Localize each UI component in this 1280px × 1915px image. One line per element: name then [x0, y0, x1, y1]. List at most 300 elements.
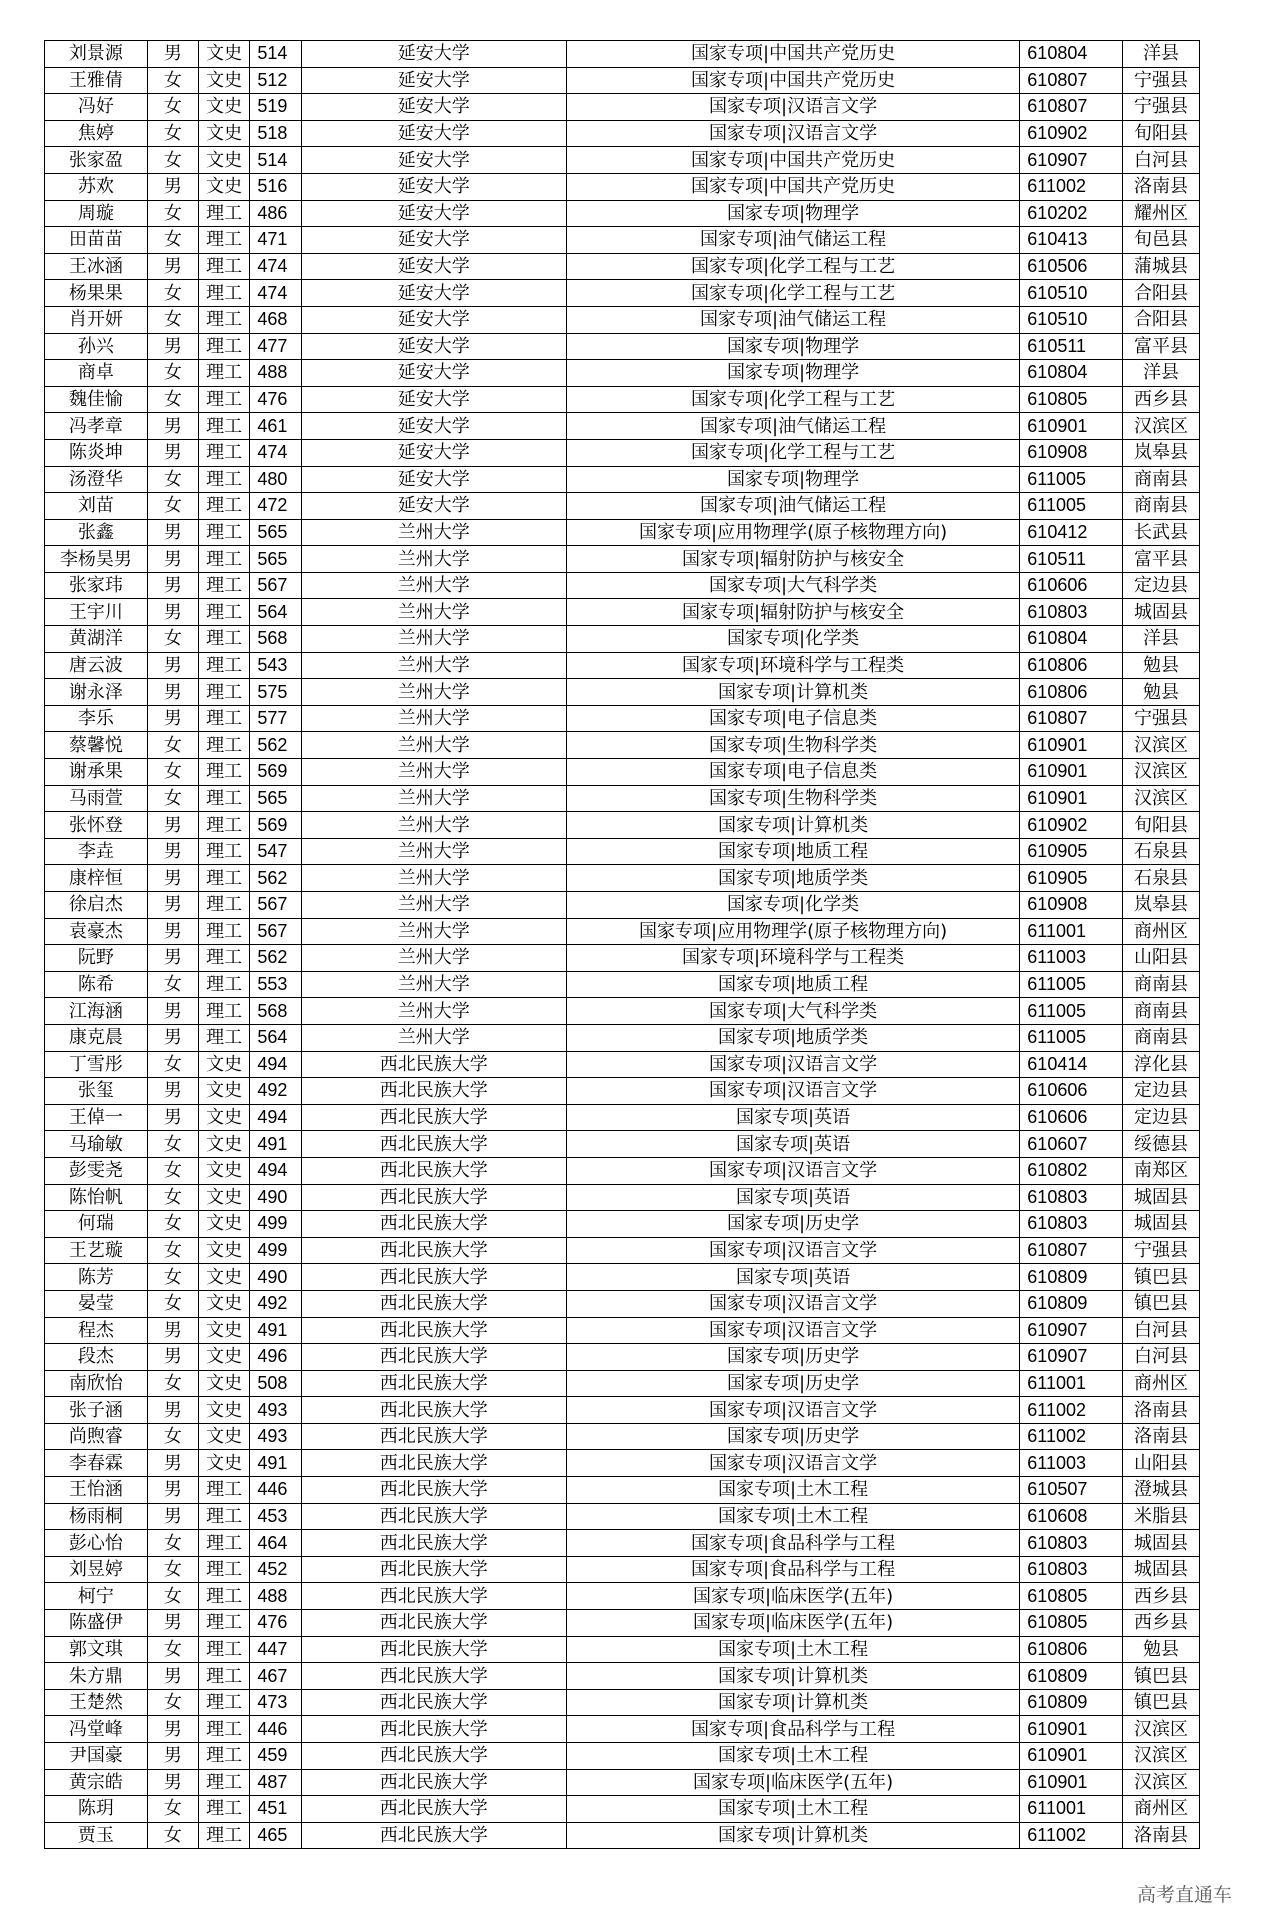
table-body	[45, 41, 1200, 1849]
gender-cell: 女	[147, 732, 198, 759]
county-cell: 商南县	[1122, 493, 1199, 520]
table-row	[45, 1796, 1200, 1823]
code-cell: 610807	[1020, 705, 1123, 732]
table-row	[45, 838, 1200, 865]
gender-cell: 女	[147, 1051, 198, 1078]
county-cell: 旬阳县	[1122, 812, 1199, 839]
county-cell: 城固县	[1122, 1530, 1199, 1557]
county-cell: 米脂县	[1122, 1503, 1199, 1530]
category-cell: 文史	[198, 1290, 249, 1317]
gender-cell: 男	[147, 253, 198, 280]
category-cell: 理工	[198, 812, 249, 839]
name-cell: 陈芳	[45, 1264, 148, 1291]
name-cell: 彭心怡	[45, 1530, 148, 1557]
county-cell: 岚皋县	[1122, 439, 1199, 466]
gender-cell: 男	[147, 892, 198, 919]
name-cell: 田苗苗	[45, 227, 148, 254]
table-row	[45, 360, 1200, 387]
table-row	[45, 1344, 1200, 1371]
gender-cell: 女	[147, 1530, 198, 1557]
name-cell: 魏佳愉	[45, 386, 148, 413]
gender-cell: 男	[147, 1397, 198, 1424]
name-cell: 张玺	[45, 1078, 148, 1105]
score-cell: 472	[250, 493, 301, 520]
score-cell: 562	[250, 945, 301, 972]
table-row	[45, 1264, 1200, 1291]
university-cell: 西北民族大学	[301, 1477, 566, 1504]
score-cell: 491	[250, 1450, 301, 1477]
table-row	[45, 998, 1200, 1025]
score-cell: 562	[250, 865, 301, 892]
major-cell: 国家专项|化学工程与工艺	[566, 253, 1019, 280]
table-row	[45, 227, 1200, 254]
county-cell: 岚皋县	[1122, 892, 1199, 919]
county-cell: 洋县	[1122, 41, 1199, 68]
table-row	[45, 413, 1200, 440]
name-cell: 陈怡帆	[45, 1184, 148, 1211]
category-cell: 文史	[198, 1317, 249, 1344]
category-cell: 理工	[198, 306, 249, 333]
major-cell: 国家专项|辐射防护与核安全	[566, 599, 1019, 626]
gender-cell: 女	[147, 227, 198, 254]
table-row	[45, 1663, 1200, 1690]
major-cell: 国家专项|中国共产党历史	[566, 41, 1019, 68]
major-cell: 国家专项|生物科学类	[566, 732, 1019, 759]
category-cell: 理工	[198, 732, 249, 759]
name-cell: 郭文琪	[45, 1636, 148, 1663]
score-cell: 480	[250, 466, 301, 493]
code-cell: 610905	[1020, 865, 1123, 892]
name-cell: 江海涵	[45, 998, 148, 1025]
code-cell: 611002	[1020, 1423, 1123, 1450]
category-cell: 文史	[198, 1104, 249, 1131]
category-cell: 理工	[198, 1583, 249, 1610]
gender-cell: 男	[147, 705, 198, 732]
gender-cell: 男	[147, 918, 198, 945]
score-cell: 564	[250, 599, 301, 626]
table-row	[45, 41, 1200, 68]
county-cell: 长武县	[1122, 519, 1199, 546]
score-cell: 575	[250, 679, 301, 706]
table-row	[45, 812, 1200, 839]
university-cell: 西北民族大学	[301, 1796, 566, 1823]
category-cell: 理工	[198, 998, 249, 1025]
major-cell: 国家专项|物理学	[566, 466, 1019, 493]
category-cell: 理工	[198, 1822, 249, 1849]
score-cell: 499	[250, 1237, 301, 1264]
name-cell: 黄宗皓	[45, 1769, 148, 1796]
score-cell: 496	[250, 1344, 301, 1371]
code-cell: 610608	[1020, 1503, 1123, 1530]
major-cell: 国家专项|临床医学(五年)	[566, 1769, 1019, 1796]
university-cell: 延安大学	[301, 493, 566, 520]
county-cell: 洛南县	[1122, 1423, 1199, 1450]
university-cell: 兰州大学	[301, 918, 566, 945]
county-cell: 商州区	[1122, 1370, 1199, 1397]
name-cell: 徐启杰	[45, 892, 148, 919]
category-cell: 理工	[198, 626, 249, 653]
major-cell: 国家专项|历史学	[566, 1423, 1019, 1450]
university-cell: 延安大学	[301, 227, 566, 254]
score-cell: 461	[250, 413, 301, 440]
university-cell: 延安大学	[301, 466, 566, 493]
score-cell: 565	[250, 546, 301, 573]
table-row	[45, 1024, 1200, 1051]
table-row	[45, 1184, 1200, 1211]
name-cell: 陈玥	[45, 1796, 148, 1823]
category-cell: 理工	[198, 1636, 249, 1663]
county-cell: 合阳县	[1122, 280, 1199, 307]
university-cell: 西北民族大学	[301, 1157, 566, 1184]
gender-cell: 男	[147, 1104, 198, 1131]
name-cell: 刘昱婷	[45, 1556, 148, 1583]
county-cell: 白河县	[1122, 1317, 1199, 1344]
table-row	[45, 1450, 1200, 1477]
gender-cell: 女	[147, 1583, 198, 1610]
score-cell: 488	[250, 1583, 301, 1610]
major-cell: 国家专项|临床医学(五年)	[566, 1583, 1019, 1610]
code-cell: 610901	[1020, 759, 1123, 786]
score-cell: 518	[250, 120, 301, 147]
score-cell: 471	[250, 227, 301, 254]
name-cell: 商卓	[45, 360, 148, 387]
university-cell: 兰州大学	[301, 785, 566, 812]
gender-cell: 男	[147, 173, 198, 200]
university-cell: 兰州大学	[301, 865, 566, 892]
name-cell: 张家玮	[45, 572, 148, 599]
university-cell: 西北民族大学	[301, 1237, 566, 1264]
university-cell: 西北民族大学	[301, 1397, 566, 1424]
code-cell: 611002	[1020, 173, 1123, 200]
category-cell: 文史	[198, 1211, 249, 1238]
major-cell: 国家专项|化学工程与工艺	[566, 280, 1019, 307]
university-cell: 西北民族大学	[301, 1530, 566, 1557]
major-cell: 国家专项|应用物理学(原子核物理方向)	[566, 519, 1019, 546]
major-cell: 国家专项|环境科学与工程类	[566, 652, 1019, 679]
county-cell: 淳化县	[1122, 1051, 1199, 1078]
major-cell: 国家专项|汉语言文学	[566, 120, 1019, 147]
gender-cell: 男	[147, 1716, 198, 1743]
score-cell: 493	[250, 1423, 301, 1450]
county-cell: 洛南县	[1122, 1397, 1199, 1424]
watermark-text: 高考直通车	[1136, 1884, 1232, 1906]
table-row	[45, 759, 1200, 786]
name-cell: 黄湖洋	[45, 626, 148, 653]
university-cell: 延安大学	[301, 41, 566, 68]
table-row	[45, 200, 1200, 227]
category-cell: 文史	[198, 147, 249, 174]
score-cell: 543	[250, 652, 301, 679]
table-row	[45, 147, 1200, 174]
gender-cell: 女	[147, 1131, 198, 1158]
university-cell: 西北民族大学	[301, 1663, 566, 1690]
university-cell: 兰州大学	[301, 1024, 566, 1051]
major-cell: 国家专项|化学类	[566, 892, 1019, 919]
gender-cell: 女	[147, 1237, 198, 1264]
county-cell: 汉滨区	[1122, 1716, 1199, 1743]
gender-cell: 男	[147, 1610, 198, 1637]
county-cell: 汉滨区	[1122, 732, 1199, 759]
score-cell: 487	[250, 1769, 301, 1796]
category-cell: 理工	[198, 705, 249, 732]
table-row	[45, 120, 1200, 147]
county-cell: 商州区	[1122, 918, 1199, 945]
code-cell: 611005	[1020, 998, 1123, 1025]
county-cell: 商南县	[1122, 466, 1199, 493]
name-cell: 张怀登	[45, 812, 148, 839]
table-row	[45, 1530, 1200, 1557]
major-cell: 国家专项|地质工程	[566, 971, 1019, 998]
code-cell: 610804	[1020, 626, 1123, 653]
code-cell: 611005	[1020, 466, 1123, 493]
name-cell: 蔡馨悦	[45, 732, 148, 759]
gender-cell: 男	[147, 1503, 198, 1530]
table-row	[45, 333, 1200, 360]
name-cell: 冯堂峰	[45, 1716, 148, 1743]
university-cell: 西北民族大学	[301, 1211, 566, 1238]
code-cell: 610901	[1020, 413, 1123, 440]
table-row	[45, 67, 1200, 94]
county-cell: 定边县	[1122, 1104, 1199, 1131]
name-cell: 阮野	[45, 945, 148, 972]
category-cell: 理工	[198, 253, 249, 280]
code-cell: 610803	[1020, 599, 1123, 626]
table-row	[45, 1317, 1200, 1344]
score-cell: 488	[250, 360, 301, 387]
gender-cell: 男	[147, 1477, 198, 1504]
category-cell: 理工	[198, 200, 249, 227]
table-row	[45, 1211, 1200, 1238]
major-cell: 国家专项|临床医学(五年)	[566, 1610, 1019, 1637]
code-cell: 610907	[1020, 1344, 1123, 1371]
university-cell: 西北民族大学	[301, 1423, 566, 1450]
name-cell: 刘苗	[45, 493, 148, 520]
score-cell: 508	[250, 1370, 301, 1397]
table-row	[45, 546, 1200, 573]
table-row	[45, 1051, 1200, 1078]
category-cell: 理工	[198, 1556, 249, 1583]
gender-cell: 女	[147, 1822, 198, 1849]
category-cell: 理工	[198, 333, 249, 360]
major-cell: 国家专项|油气储运工程	[566, 413, 1019, 440]
major-cell: 国家专项|土木工程	[566, 1477, 1019, 1504]
major-cell: 国家专项|电子信息类	[566, 759, 1019, 786]
name-cell: 张鑫	[45, 519, 148, 546]
gender-cell: 女	[147, 94, 198, 121]
county-cell: 城固县	[1122, 1211, 1199, 1238]
county-cell: 洋县	[1122, 626, 1199, 653]
score-cell: 568	[250, 998, 301, 1025]
score-cell: 564	[250, 1024, 301, 1051]
county-cell: 定边县	[1122, 1078, 1199, 1105]
name-cell: 段杰	[45, 1344, 148, 1371]
table-row	[45, 945, 1200, 972]
category-cell: 理工	[198, 1743, 249, 1770]
code-cell: 610804	[1020, 360, 1123, 387]
score-cell: 446	[250, 1716, 301, 1743]
category-cell: 理工	[198, 1716, 249, 1743]
major-cell: 国家专项|历史学	[566, 1211, 1019, 1238]
score-cell: 459	[250, 1743, 301, 1770]
county-cell: 商南县	[1122, 971, 1199, 998]
table-row	[45, 1689, 1200, 1716]
score-cell: 476	[250, 1610, 301, 1637]
gender-cell: 男	[147, 413, 198, 440]
gender-cell: 男	[147, 1663, 198, 1690]
county-cell: 洛南县	[1122, 173, 1199, 200]
code-cell: 610413	[1020, 227, 1123, 254]
university-cell: 延安大学	[301, 360, 566, 387]
code-cell: 610507	[1020, 1477, 1123, 1504]
university-cell: 兰州大学	[301, 971, 566, 998]
university-cell: 延安大学	[301, 120, 566, 147]
university-cell: 延安大学	[301, 253, 566, 280]
code-cell: 610809	[1020, 1290, 1123, 1317]
university-cell: 西北民族大学	[301, 1184, 566, 1211]
major-cell: 国家专项|地质工程	[566, 838, 1019, 865]
major-cell: 国家专项|大气科学类	[566, 572, 1019, 599]
category-cell: 理工	[198, 918, 249, 945]
code-cell: 610809	[1020, 1689, 1123, 1716]
name-cell: 谢承果	[45, 759, 148, 786]
score-cell: 476	[250, 386, 301, 413]
county-cell: 宁强县	[1122, 67, 1199, 94]
university-cell: 延安大学	[301, 306, 566, 333]
county-cell: 商南县	[1122, 1024, 1199, 1051]
gender-cell: 女	[147, 1556, 198, 1583]
county-cell: 合阳县	[1122, 306, 1199, 333]
score-cell: 492	[250, 1290, 301, 1317]
code-cell: 610805	[1020, 386, 1123, 413]
university-cell: 西北民族大学	[301, 1104, 566, 1131]
score-cell: 567	[250, 892, 301, 919]
gender-cell: 男	[147, 333, 198, 360]
table-row	[45, 1078, 1200, 1105]
university-cell: 延安大学	[301, 147, 566, 174]
name-cell: 王倬一	[45, 1104, 148, 1131]
county-cell: 商南县	[1122, 998, 1199, 1025]
code-cell: 610803	[1020, 1184, 1123, 1211]
category-cell: 文史	[198, 1184, 249, 1211]
gender-cell: 女	[147, 785, 198, 812]
score-cell: 494	[250, 1051, 301, 1078]
major-cell: 国家专项|食品科学与工程	[566, 1556, 1019, 1583]
county-cell: 汉滨区	[1122, 785, 1199, 812]
table-row	[45, 1290, 1200, 1317]
major-cell: 国家专项|化学工程与工艺	[566, 386, 1019, 413]
code-cell: 610805	[1020, 1610, 1123, 1637]
code-cell: 610606	[1020, 1104, 1123, 1131]
university-cell: 延安大学	[301, 173, 566, 200]
major-cell: 国家专项|生物科学类	[566, 785, 1019, 812]
county-cell: 宁强县	[1122, 94, 1199, 121]
university-cell: 兰州大学	[301, 546, 566, 573]
university-cell: 兰州大学	[301, 732, 566, 759]
gender-cell: 女	[147, 971, 198, 998]
code-cell: 610809	[1020, 1264, 1123, 1291]
table-row	[45, 1583, 1200, 1610]
gender-cell: 女	[147, 1290, 198, 1317]
gender-cell: 男	[147, 679, 198, 706]
name-cell: 马瑜敏	[45, 1131, 148, 1158]
major-cell: 国家专项|土木工程	[566, 1796, 1019, 1823]
name-cell: 唐云波	[45, 652, 148, 679]
score-cell: 486	[250, 200, 301, 227]
table-row	[45, 572, 1200, 599]
university-cell: 西北民族大学	[301, 1743, 566, 1770]
category-cell: 理工	[198, 386, 249, 413]
university-cell: 西北民族大学	[301, 1450, 566, 1477]
gender-cell: 女	[147, 1423, 198, 1450]
table-row	[45, 386, 1200, 413]
name-cell: 李垚	[45, 838, 148, 865]
code-cell: 610902	[1020, 812, 1123, 839]
major-cell: 国家专项|电子信息类	[566, 705, 1019, 732]
table-row	[45, 94, 1200, 121]
table-row	[45, 971, 1200, 998]
gender-cell: 女	[147, 386, 198, 413]
category-cell: 理工	[198, 945, 249, 972]
table-row	[45, 785, 1200, 812]
major-cell: 国家专项|汉语言文学	[566, 1317, 1019, 1344]
name-cell: 王楚然	[45, 1689, 148, 1716]
major-cell: 国家专项|食品科学与工程	[566, 1716, 1019, 1743]
score-cell: 446	[250, 1477, 301, 1504]
university-cell: 兰州大学	[301, 705, 566, 732]
major-cell: 国家专项|汉语言文学	[566, 1450, 1019, 1477]
university-cell: 延安大学	[301, 439, 566, 466]
name-cell: 王雅倩	[45, 67, 148, 94]
category-cell: 文史	[198, 1344, 249, 1371]
category-cell: 理工	[198, 1796, 249, 1823]
major-cell: 国家专项|计算机类	[566, 679, 1019, 706]
county-cell: 旬阳县	[1122, 120, 1199, 147]
table-row	[45, 1370, 1200, 1397]
table-row	[45, 1636, 1200, 1663]
major-cell: 国家专项|大气科学类	[566, 998, 1019, 1025]
major-cell: 国家专项|英语	[566, 1104, 1019, 1131]
category-cell: 理工	[198, 865, 249, 892]
university-cell: 西北民族大学	[301, 1503, 566, 1530]
name-cell: 周璇	[45, 200, 148, 227]
code-cell: 611005	[1020, 493, 1123, 520]
name-cell: 孙兴	[45, 333, 148, 360]
code-cell: 610803	[1020, 1530, 1123, 1557]
code-cell: 611001	[1020, 1796, 1123, 1823]
table-row	[45, 439, 1200, 466]
name-cell: 南欣怡	[45, 1370, 148, 1397]
major-cell: 国家专项|汉语言文学	[566, 94, 1019, 121]
major-cell: 国家专项|化学工程与工艺	[566, 439, 1019, 466]
name-cell: 杨雨桐	[45, 1503, 148, 1530]
name-cell: 王怡涵	[45, 1477, 148, 1504]
name-cell: 尚煦睿	[45, 1423, 148, 1450]
code-cell: 610901	[1020, 785, 1123, 812]
table-row	[45, 705, 1200, 732]
county-cell: 勉县	[1122, 679, 1199, 706]
university-cell: 西北民族大学	[301, 1610, 566, 1637]
county-cell: 汉滨区	[1122, 1743, 1199, 1770]
gender-cell: 男	[147, 1344, 198, 1371]
table-row	[45, 865, 1200, 892]
university-cell: 延安大学	[301, 386, 566, 413]
category-cell: 理工	[198, 679, 249, 706]
gender-cell: 男	[147, 838, 198, 865]
code-cell: 610802	[1020, 1157, 1123, 1184]
table-row	[45, 1610, 1200, 1637]
major-cell: 国家专项|油气储运工程	[566, 493, 1019, 520]
category-cell: 文史	[198, 1051, 249, 1078]
